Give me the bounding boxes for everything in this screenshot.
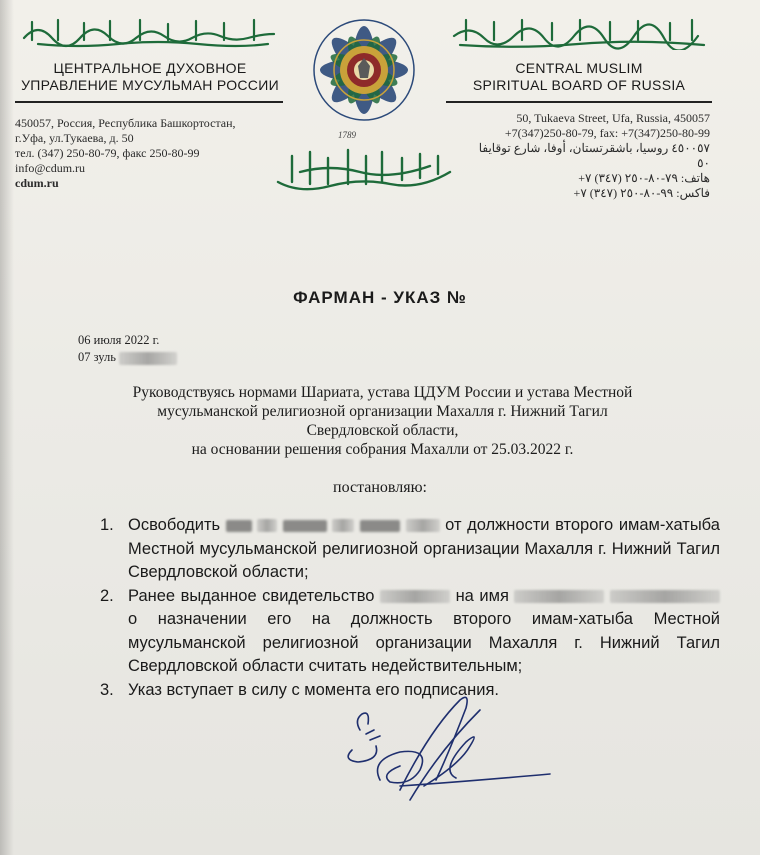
redacted-block	[406, 519, 440, 532]
redacted-block	[257, 519, 277, 532]
list-item	[100, 514, 720, 585]
calligraphy-left	[18, 14, 280, 50]
address-en-line: 50, Tukaeva Street, Ufa, Russia, 450057	[516, 111, 710, 125]
address-ru-line: тел. (347) 250-80-79, факс 250-80-99	[15, 146, 200, 160]
org-ru-line1: ЦЕНТРАЛЬНОЕ ДУХОВНОЕ	[53, 60, 247, 76]
preamble-line: на основании решения собрания Махалли от 25.03.2022 г.	[191, 441, 574, 458]
redacted-block	[226, 520, 252, 532]
date-hijri	[78, 350, 177, 365]
redacted-block	[610, 590, 720, 603]
redacted-block	[380, 590, 450, 603]
item-text: Указ вступает в силу с момента его подписания.	[128, 680, 499, 699]
preamble-line: Свердловской области,	[306, 422, 459, 439]
decree-word: постановляю:	[333, 479, 427, 496]
org-en-line1: CENTRAL MUSLIM	[515, 60, 643, 76]
emblem-year: 1789	[338, 130, 356, 140]
date-hijri-prefix: 07 зуль	[78, 350, 116, 364]
address-russian	[15, 116, 285, 191]
item-number: 3.	[100, 680, 114, 699]
item-number: 1.	[100, 516, 114, 534]
address-ru-line: 450057, Россия, Республика Башкортостан,	[15, 116, 236, 130]
header-rule-right	[446, 101, 712, 103]
address-ar-line: هاتف: ٧٩-٨٠-٢٥٠ (٣٤٧) ٧+	[578, 171, 710, 185]
item-lead: Освободить	[128, 516, 221, 534]
document-title: ФАРМАН - УКАЗ №	[293, 288, 467, 307]
email-link[interactable]: info@cdum.ru	[15, 161, 86, 175]
item-text: от должности второго имам-хатыба Местной мусульманской религиозной организации Махалля г. Нижний Тагил Свердловской области;	[128, 516, 720, 581]
item-lead: Ранее выданное свидетельство	[128, 586, 375, 605]
item-number: 2.	[100, 586, 114, 605]
org-ru-line2: УПРАВЛЕНИЕ МУСУЛЬМАН РОССИИ	[21, 77, 279, 93]
redacted-block	[360, 520, 400, 532]
decree-items-list	[100, 514, 720, 702]
date-gregorian: 06 июля 2022 г.	[78, 333, 160, 347]
calligraphy-right	[448, 14, 710, 50]
item-mid: на имя	[455, 586, 509, 605]
address-english	[470, 111, 710, 201]
redacted-block	[283, 520, 327, 532]
redacted-block	[514, 590, 604, 603]
address-ar-line: فاكس: ٩٩-٨٠-٢٥٠ (٣٤٧) ٧+	[573, 186, 710, 200]
address-ar-line: ٤٥٠٠٥٧ روسيا، باشقرتستان، أوفا، شارع توقايفا ٥٠	[478, 141, 710, 170]
handwritten-signature	[340, 690, 580, 820]
preamble-line: Руководствуясь нормами Шариата, устава ЦДУМ России и устава Местной	[132, 384, 633, 401]
address-ru-line: г.Уфа, ул.Тукаева, д. 50	[15, 131, 134, 145]
org-name-english	[448, 60, 710, 94]
header-rule-left	[15, 101, 283, 103]
bismillah-calligraphy	[270, 142, 458, 198]
address-en-line: +7(347)250-80-79, fax: +7(347)250-80-99	[504, 126, 710, 140]
website-link[interactable]: cdum.ru	[15, 176, 59, 190]
page-shadow	[0, 0, 14, 855]
redacted-block	[332, 519, 354, 532]
preamble-line: мусульманской религиозной организации Махалля г. Нижний Тагил	[157, 403, 608, 420]
preamble	[110, 383, 655, 459]
item-text: о назначении его на должность второго имам-хатыба Местной мусульманской религиозной организации Махалля г. Нижний Тагил Свердловской области считать недействительным;	[128, 610, 720, 675]
org-en-line2: SPIRITUAL BOARD OF RUSSIA	[472, 77, 686, 93]
org-name-russian	[20, 60, 280, 94]
emblem-icon	[300, 8, 428, 132]
list-item	[100, 585, 720, 679]
redacted-block	[119, 352, 177, 365]
